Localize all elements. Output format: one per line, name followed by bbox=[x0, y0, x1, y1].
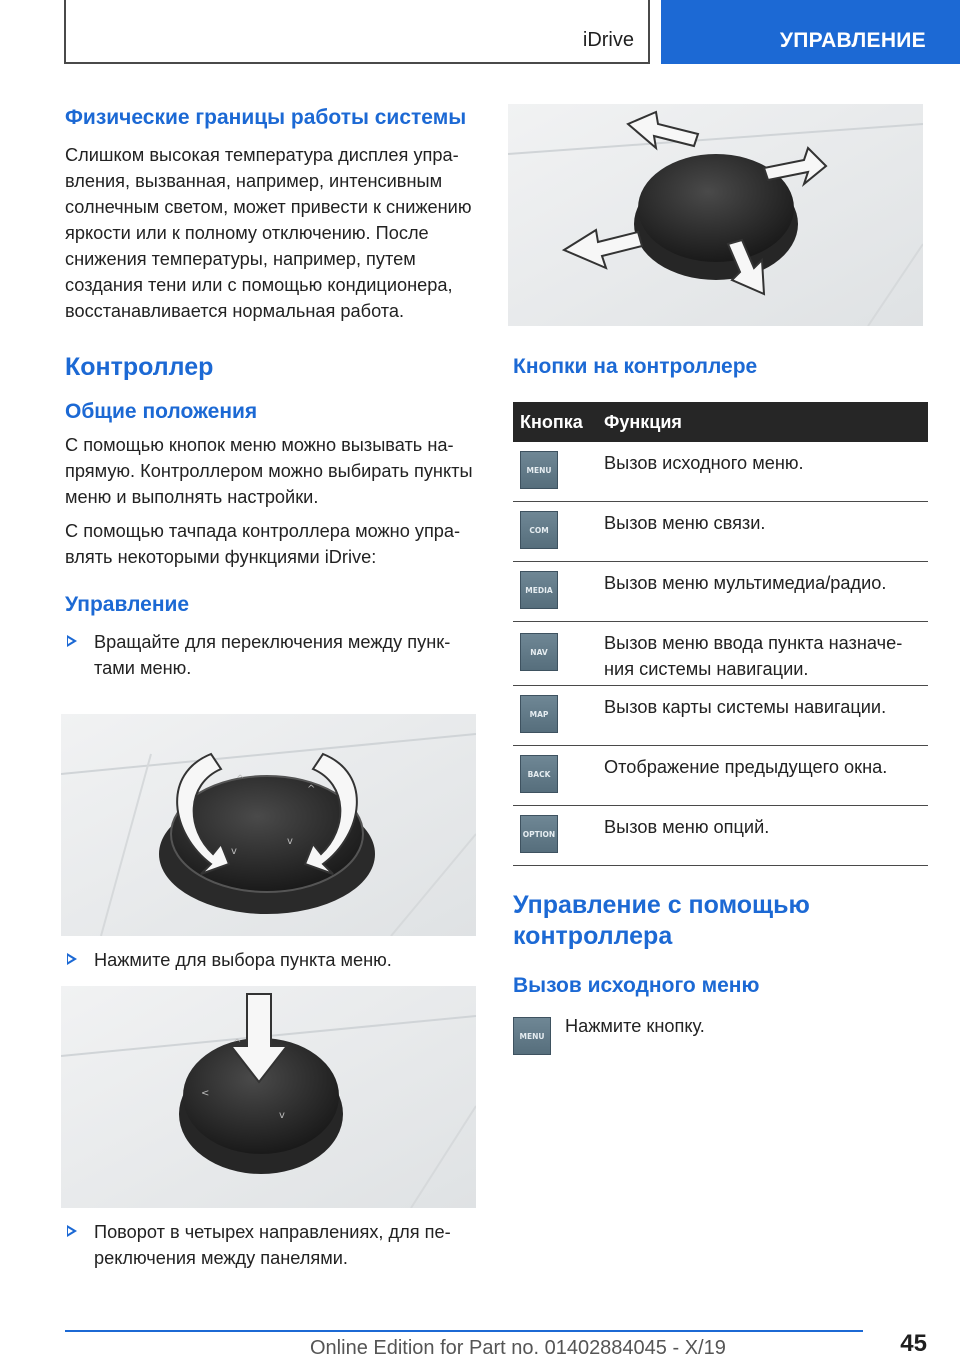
bullet-triangle-icon bbox=[67, 635, 77, 647]
bullet-rotate bbox=[65, 629, 477, 681]
svg-text:v: v bbox=[231, 846, 237, 857]
bullet-rotate-text: Вращайте для переключения между пунктами меню. bbox=[94, 632, 451, 678]
table-cell-function: Вызов исходного меню. bbox=[604, 453, 804, 473]
heading-controller: Контроллер bbox=[65, 353, 214, 381]
svg-text:v: v bbox=[279, 1110, 285, 1121]
paragraph-general-2: С помощью тачпада контроллера можно управлять некоторыми функциями iDrive: bbox=[65, 521, 461, 567]
header-section-box bbox=[64, 0, 650, 64]
svg-text:^: ^ bbox=[307, 784, 316, 795]
table-cell-function: Вызов карты системы навигации. bbox=[604, 697, 887, 717]
heading-operation: Управление bbox=[65, 593, 190, 616]
bullet-tilt bbox=[65, 1219, 477, 1271]
nav-button-icon: NAV bbox=[520, 633, 558, 671]
table-row bbox=[513, 502, 928, 562]
table-row bbox=[513, 562, 928, 622]
table-header bbox=[513, 402, 928, 442]
bullet-press-text: Нажмите для выбора пункта меню. bbox=[94, 950, 392, 970]
map-button-icon: MAP bbox=[520, 695, 558, 733]
heading-general: Общие положения bbox=[65, 400, 258, 423]
paragraph-press-button: Нажмите кнопку. bbox=[565, 1016, 705, 1036]
back-button-icon: BACK bbox=[520, 755, 558, 793]
heading-home-menu: Вызов исходного меню bbox=[513, 974, 760, 997]
menu-button-icon: MENU bbox=[520, 451, 558, 489]
table-header-function: Функция bbox=[604, 412, 682, 432]
left-column bbox=[65, 104, 477, 681]
table-cell-function: Вызов меню связи. bbox=[604, 513, 766, 533]
controller-press-image bbox=[61, 986, 476, 1208]
paragraph-physical-limits: Слишком высокая температура дисплея управления, вызванная, например, интенсивным солнечным светом, может привести к снижению яркости или к полному отключению. После снижения температуры, например, путем создания тени или с помощью кондиционера, восстанавливается нормальная работа. bbox=[65, 145, 472, 321]
header-section-title: iDrive bbox=[582, 29, 634, 51]
svg-text:<: < bbox=[201, 1088, 210, 1099]
buttons-table bbox=[513, 402, 928, 866]
heading-physical-limits: Физические границы работы системы bbox=[65, 106, 467, 129]
table-cell-function: Вызов меню ввода пункта назначения системы навигации. bbox=[604, 633, 903, 679]
table-row bbox=[513, 622, 928, 686]
heading-buttons-wrap bbox=[513, 353, 925, 381]
media-button-icon: MEDIA bbox=[520, 571, 558, 609]
table-row bbox=[513, 442, 928, 502]
controller-tilt-image bbox=[508, 104, 923, 326]
menu-button-icon: MENU bbox=[513, 1017, 551, 1055]
bullet-press bbox=[65, 947, 477, 973]
header-chapter-title: УПРАВЛЕНИЕ bbox=[779, 29, 926, 52]
option-button-icon: OPTION bbox=[520, 815, 558, 853]
svg-text:v: v bbox=[287, 836, 293, 847]
footer-divider bbox=[65, 1330, 863, 1332]
header-chapter-tab[interactable] bbox=[661, 0, 960, 64]
table-row bbox=[513, 746, 928, 806]
table-cell-function: Вызов меню опций. bbox=[604, 817, 770, 837]
table-cell-function: Вызов меню мультимедиа/радио. bbox=[604, 573, 887, 593]
paragraph-general-1: С помощью кнопок меню можно вызывать напрямую. Контроллером можно выбирать пункты меню и выполнять настройки. bbox=[65, 435, 473, 507]
table-cell-function: Отображение предыдущего окна. bbox=[604, 757, 888, 777]
table-header-button: Кнопка bbox=[520, 412, 583, 432]
table-row bbox=[513, 806, 928, 866]
heading-usage: Управление с помощью контроллера bbox=[513, 891, 810, 950]
usage-section bbox=[513, 890, 925, 1000]
table-row bbox=[513, 686, 928, 746]
svg-text:^: ^ bbox=[236, 774, 245, 785]
com-button-icon: COM bbox=[520, 511, 558, 549]
bullet-triangle-icon bbox=[67, 1225, 77, 1237]
bullet-tilt-text: Поворот в четырех направлениях, для переключения между панелями. bbox=[94, 1222, 451, 1268]
heading-controller-buttons: Кнопки на контроллере bbox=[513, 355, 758, 378]
controller-rotate-image bbox=[61, 714, 476, 936]
page-number: 45 bbox=[900, 1330, 927, 1357]
bullet-triangle-icon bbox=[67, 953, 77, 965]
bullet-press-wrap bbox=[65, 947, 477, 973]
bullet-tilt-wrap bbox=[65, 1219, 477, 1271]
svg-text:^: ^ bbox=[233, 1038, 242, 1049]
footer-edition: Online Edition for Part no. 01402884045 - X/19 bbox=[310, 1337, 726, 1359]
